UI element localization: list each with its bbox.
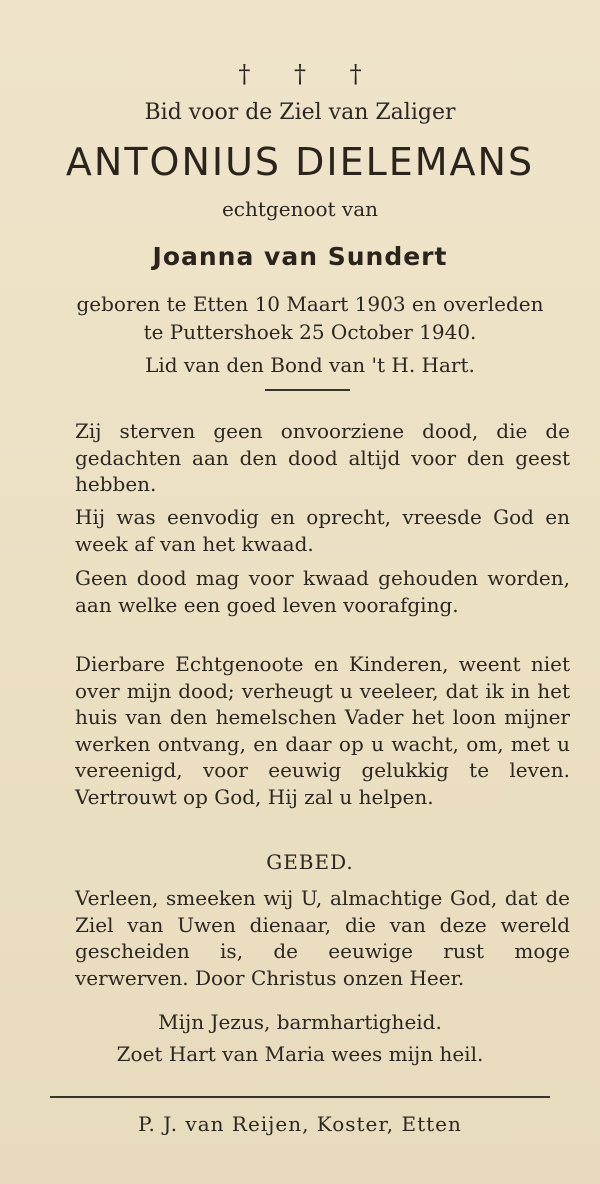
closing-line-2: Zoet Hart van Maria wees mijn heil. bbox=[116, 1042, 484, 1066]
divider-short bbox=[265, 389, 350, 391]
spouse-name: Joanna van Sundert bbox=[152, 242, 448, 271]
dates-line-2: te Puttershoek 25 October 1940. bbox=[143, 320, 477, 344]
paragraph-3: Geen dood mag voor kwaad gehouden worden, aan welke een goed leven voorafging. bbox=[75, 566, 570, 617]
deceased-name: ANTONIUS DIELEMANS bbox=[65, 140, 535, 184]
invocation-text: Bid voor de Ziel van Zaliger bbox=[144, 100, 456, 125]
closing-line-1: Mijn Jezus, barmhartigheid. bbox=[158, 1010, 442, 1034]
prayer-text: Verleen, smeeken wij U, almachtige God, dat de Ziel van Uwen dienaar, die van deze wereld gescheiden is, de eeuwige rust moge verwerven. Door Christus onzen Heer. bbox=[75, 886, 570, 990]
paragraph-4: Dierbare Echtgenoote en Kinderen, weent niet over mijn dood; verheugt u veeleer, dat ik in het huis van den hemelschen Vader het loon mijner werken ontvang, en daar op u wacht, om, met u vereenigd, voor eeuwig gelukkig te leven. Vertrouwt op God, Hij zal u helpen. bbox=[75, 652, 570, 809]
dates-line-1: geboren te Etten 10 Maart 1903 en overleden bbox=[76, 292, 544, 316]
printer-credit: P. J. van Reijen, Koster, Etten bbox=[138, 1112, 462, 1136]
paragraph-2: Hij was eenvodig en oprecht, vreesde God en week af van het kwaad. bbox=[75, 505, 570, 556]
spouse-label: echtgenoot van bbox=[221, 197, 379, 221]
paragraph-1: Zij sterven geen onvoorziene dood, die de gedachten aan den dood altijd voor den geest hebben. bbox=[75, 419, 570, 496]
prayer-title: GEBED. bbox=[266, 850, 354, 874]
life-dates bbox=[40, 290, 580, 346]
divider-long bbox=[50, 1096, 550, 1098]
membership-text: Lid van den Bond van 't H. Hart. bbox=[145, 353, 475, 377]
crosses-ornament: † † † bbox=[238, 60, 380, 88]
